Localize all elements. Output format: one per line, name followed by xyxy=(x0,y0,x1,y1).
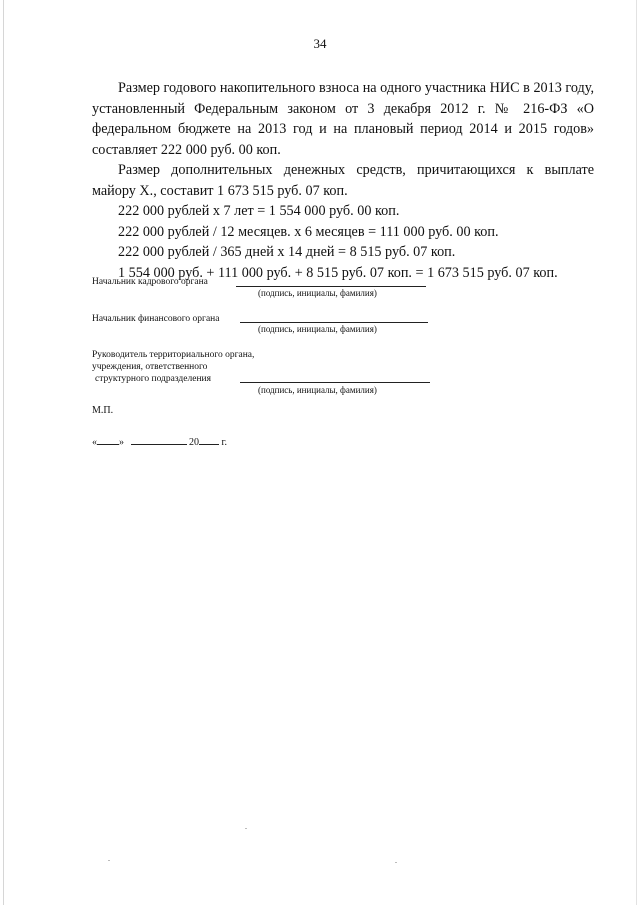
scan-speck xyxy=(395,862,397,863)
personnel-head-label: Начальник кадрового органа xyxy=(92,277,208,287)
date-open-quote: « xyxy=(92,437,97,448)
date-close-quote: » xyxy=(119,437,124,448)
signature-line xyxy=(240,322,428,323)
signature-caption: (подпись, инициалы, фамилия) xyxy=(258,385,377,395)
year-suffix: г. xyxy=(221,437,227,448)
year-blank xyxy=(199,435,219,445)
day-blank xyxy=(97,435,119,445)
date-field xyxy=(92,435,227,448)
territorial-head-label-line: Руководитель территориального органа, xyxy=(92,350,255,360)
page-edge xyxy=(636,0,637,905)
signature-line xyxy=(240,382,430,383)
page-number: 34 xyxy=(313,36,327,51)
territorial-head-label-line: структурного подразделения xyxy=(95,374,211,384)
calculation-line: 1 554 000 руб. + 111 000 руб. + 8 515 руб. 07 коп. = 1 673 515 руб. 07 коп. xyxy=(118,264,558,281)
scan-speck xyxy=(245,828,247,829)
signature-caption: (подпись, инициалы, фамилия) xyxy=(258,288,377,298)
stamp-placeholder: М.П. xyxy=(92,405,114,416)
territorial-head-label-line: учреждения, ответственного xyxy=(92,362,208,372)
territorial-head-label xyxy=(92,349,254,385)
paragraph-contribution: Размер годового накопительного взноса на одного участника НИС в 2013 году, установленный Федеральным законом от 3 декабря 2012 г. № 216-ФЗ «О федеральном бюджете на 2013 год и на плановый период 2014 и 2015 годов» составляет 222 000 руб. 00 коп. xyxy=(92,80,594,158)
page-edge xyxy=(3,0,4,905)
paragraph-additional-funds: Размер дополнительных денежных средств, причитающихся к выплате майору Х., составит 1 673 515 руб. 07 коп. xyxy=(92,162,594,199)
calculation-line: 222 000 рублей х 7 лет = 1 554 000 руб. 00 коп. xyxy=(118,203,400,219)
document-body xyxy=(92,78,594,283)
month-blank xyxy=(131,435,187,445)
finance-head-label: Начальник финансового органа xyxy=(92,314,220,324)
signature-line xyxy=(236,286,426,287)
scan-speck xyxy=(108,860,110,861)
calculation-line: 222 000 рублей / 365 дней х 14 дней = 8 515 руб. 07 коп. xyxy=(118,244,456,260)
year-prefix: 20 xyxy=(189,437,199,448)
calculation-line: 222 000 рублей / 12 месяцев. х 6 месяцев = 111 000 руб. 00 коп. xyxy=(118,223,499,240)
signature-caption: (подпись, инициалы, фамилия) xyxy=(258,324,377,334)
